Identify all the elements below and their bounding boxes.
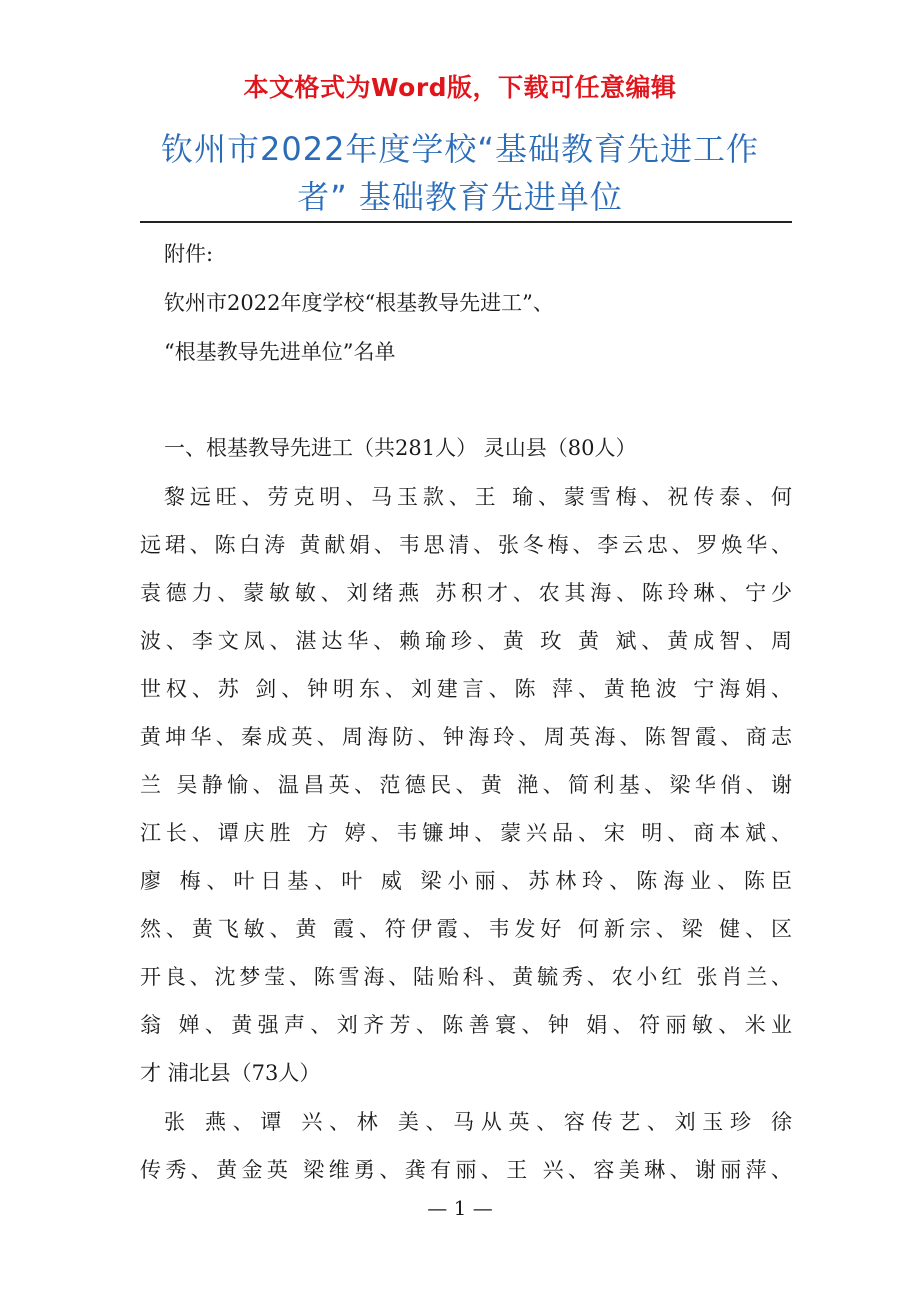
name-list-line: 黎远旺、劳克明、马玉款、王 瑜、蒙雪梅、祝传泰、何 bbox=[164, 485, 792, 509]
name-list-line: 黄坤华、秦成英、周海防、钟海玲、周英海、陈智霞、商志 bbox=[140, 725, 792, 749]
page-number: — 1 — bbox=[427, 1196, 493, 1220]
name-list-line: 波、李文凤、湛达华、赖瑜珍、黄 玫 黄 斌、黄成智、周 bbox=[140, 629, 792, 653]
title-divider bbox=[140, 221, 792, 223]
attachment-label: 附件: bbox=[164, 242, 214, 266]
name-list-line: 兰 吴静愉、温昌英、范德民、黄 滟、简利基、梁华俏、谢 bbox=[140, 773, 792, 797]
name-list-line: 开良、沈梦莹、陈雪海、陆贻科、黄毓秀、农小红 张肖兰、 bbox=[140, 965, 792, 989]
name-list-line: 袁德力、蒙敏敏、刘绪燕 苏积才、农其海、陈玲琳、宁少 bbox=[140, 581, 792, 605]
document-title-line-2: 者” 基础教育先进单位 bbox=[297, 178, 623, 216]
name-list-line: 远珺、陈白涛 黄献娟、韦思清、张冬梅、李云忠、罗焕华、 bbox=[140, 533, 792, 557]
list-heading-line-1: 钦州市2022年度学校“根基教导先进工”、 bbox=[164, 291, 554, 315]
section-heading: 一、根基教导先进工（共281人） 灵山县（80人） bbox=[164, 436, 637, 460]
list-heading-line-2: “根基教导先进单位”名单 bbox=[164, 340, 396, 364]
name-list-line: 才 浦北县（73人） bbox=[140, 1061, 321, 1085]
name-list-line: 江长、谭庆胜 方 婷、韦镰坤、蒙兴品、宋 明、商本斌、 bbox=[140, 821, 792, 845]
download-banner: 本文格式为Word版，下载可任意编辑 bbox=[243, 73, 677, 102]
name-list-line: 张 燕、谭 兴、林 美、马从英、容传艺、刘玉珍 徐 bbox=[164, 1110, 792, 1134]
document-title-line-1: 钦州市2022年度学校“基础教育先进工作 bbox=[160, 130, 760, 168]
name-list-line: 翁 婵、黄强声、刘齐芳、陈善寰、钟 娟、符丽敏、米业 bbox=[140, 1013, 792, 1037]
name-list-line: 然、黄飞敏、黄 霞、符伊霞、韦发好 何新宗、梁 健、区 bbox=[140, 917, 792, 941]
name-list-line: 传秀、黄金英 梁维勇、龚有丽、王 兴、容美琳、谢丽萍、 bbox=[140, 1158, 792, 1182]
name-list-line: 廖 梅、叶日基、叶 威 梁小丽、苏林玲、陈海业、陈臣 bbox=[140, 869, 792, 893]
name-list-line: 世权、苏 剑、钟明东、刘建言、陈 萍、黄艳波 宁海娟、 bbox=[140, 677, 792, 701]
